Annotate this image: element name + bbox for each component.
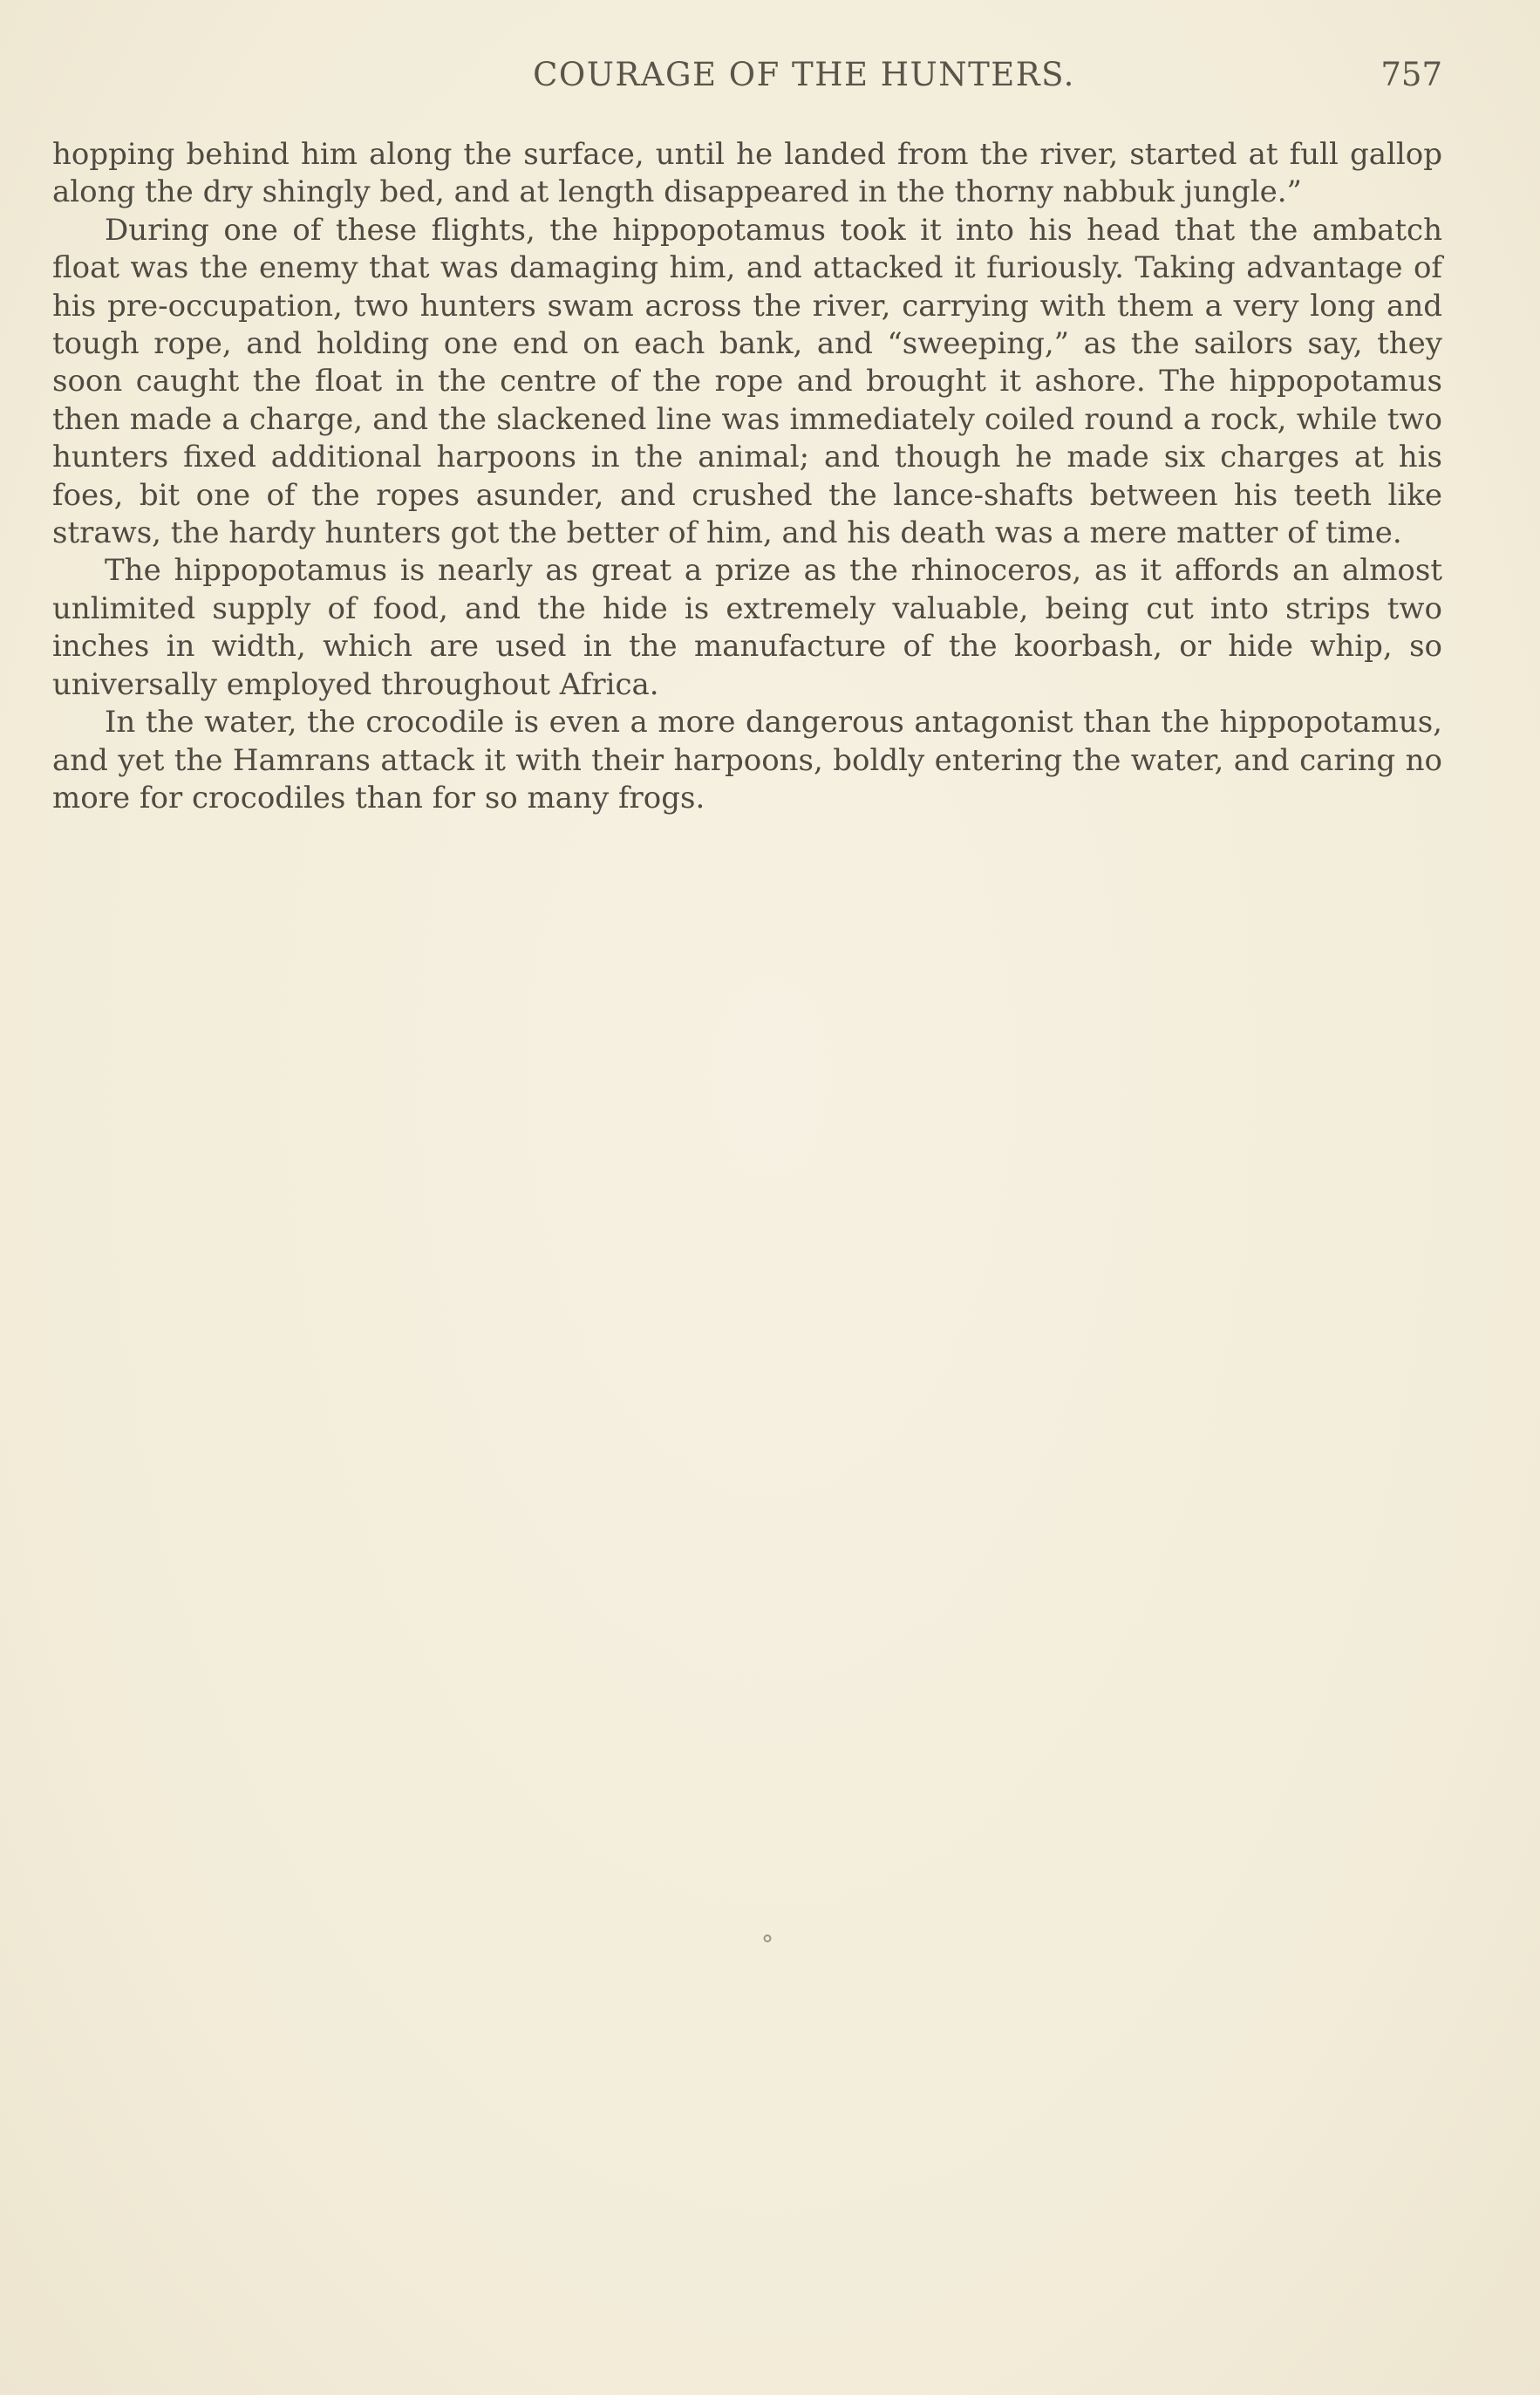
paragraph-4: In the water, the crocodile is even a more dangerous antagonist than the hippopotamus, and yet the Hamrans attack it with their harpoons, boldly entering the water, and caring no more for crocodiles than for so many frogs.: [52, 705, 1442, 815]
page-number: 757: [1380, 56, 1442, 93]
paragraph-2: During one of these flights, the hippopotamus took it into his head that the ambatch float was the enemy that was damaging him, and attacked it furiously. Taking advantage of his pre-occupation, two hunters swam across the river, carrying with them a very long and tough rope, and holding one end on each bank, and “sweeping,” as the sailors say, they soon caught the float in the centre of the rope and brought it ashore. The hippopotamus then made a charge, and the slackened line was immediately coiled round a rock, while two hunters fixed additional harpoons in the animal; and though he made six charges at his foes, bit one of the ropes asunder, and crushed the lance-shafts between his teeth like straws, the hardy hunters got the better of him, and his death was a mere matter of time.: [52, 212, 1442, 551]
paragraph-1: hopping behind him along the surface, until he landed from the river, started at full gallop along the dry shingly bed, and at length disappeared in the thorny nabbuk jungle.”: [52, 137, 1442, 210]
page-header: [52, 56, 1442, 108]
body-text: [52, 136, 1442, 817]
paragraph-3: The hippopotamus is nearly as great a prize as the rhinoceros, as it affords an almost unlimited supply of food, and the hide is extremely valuable, being cut into strips two inches in width, which are used in the manufacture of the koorbash, or hide whip, so universally employed throughout Africa.: [52, 553, 1442, 702]
running-title: COURAGE OF THE HUNTERS.: [533, 56, 1075, 93]
blemish-mark-icon: ⚬: [758, 1927, 777, 1953]
